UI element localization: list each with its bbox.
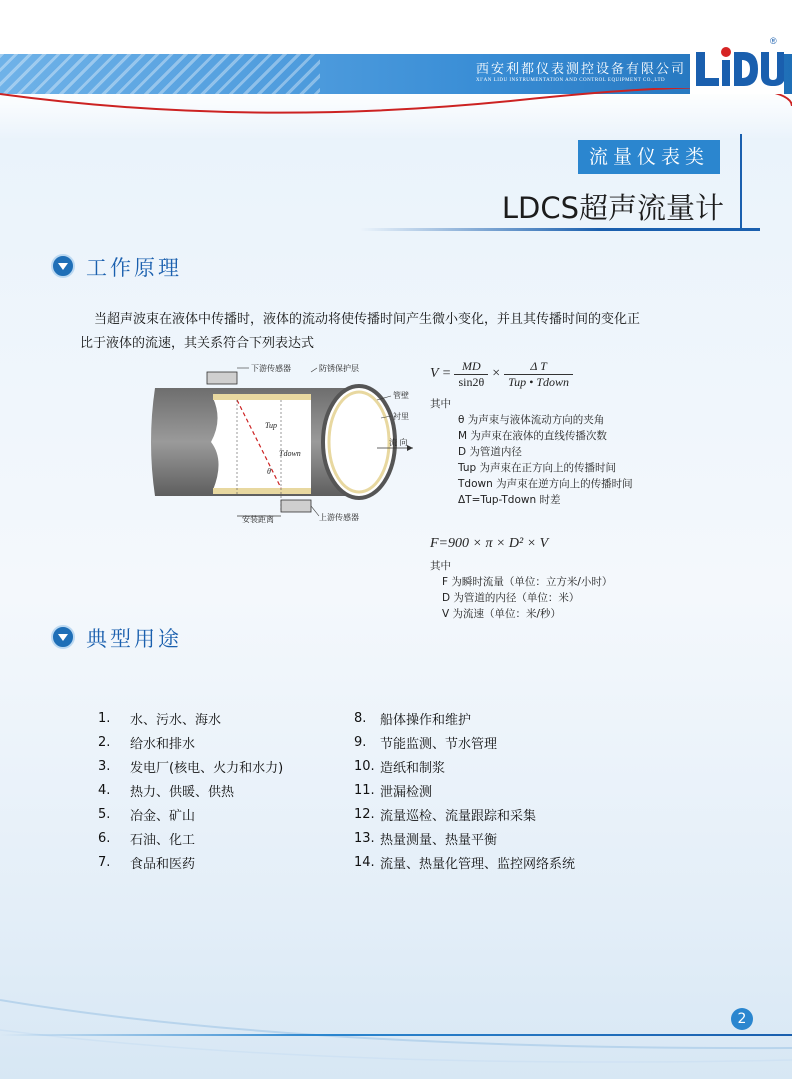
def-item: Tup 为声束在正方向上的传播时间 [458, 462, 616, 474]
label-pipe-wall: 管壁 [393, 391, 409, 400]
page-title: LDCS超声流量计 [501, 191, 724, 225]
list-item: 12. 流量巡检、流量跟踪和采集 [354, 806, 537, 824]
formula-lhs: V [430, 366, 439, 381]
chevron-down-icon [51, 254, 75, 278]
label-downstream-sensor: 下游传感器 [251, 364, 291, 373]
list-item: 3. 发电厂(核电、火力和水力) [98, 758, 284, 776]
list-item: 8. 船体操作和维护 [354, 710, 472, 728]
label-rust-layer: 防锈保护层 [319, 364, 359, 373]
title-accent-line [740, 134, 742, 230]
pipe-diagram [145, 360, 415, 530]
header-curve [0, 88, 792, 128]
title-underline [360, 228, 760, 231]
section-title-applications: 典型用途 [86, 627, 182, 651]
paragraph-line-2: 比于液体的流速，其关系符合下列表达式 [80, 336, 315, 351]
list-item: 7. 食品和医药 [98, 854, 196, 872]
def-item: F 为瞬时流量（单位：立方米/小时） [442, 576, 613, 588]
formula-den1: sin2θ [458, 374, 485, 389]
principle-paragraph [80, 308, 700, 356]
list-item: 4. 热力、供暖、供热 [98, 782, 235, 800]
list-item: 9. 节能监测、节水管理 [354, 734, 498, 752]
def-item: V 为流速（单位：米/秒） [442, 608, 562, 620]
label-theta: θ [267, 467, 271, 476]
label-install-distance: 安装距离 [242, 515, 274, 524]
company-name-en: XI'AN LIDU INSTRUMENTATION AND CONTROL EQUIPMENT CO.,LTD [476, 78, 666, 83]
paragraph-line-1: 当超声波束在液体中传播时，液体的流动将使传播时间产生微小变化，并且其传播时间的变化正 [94, 312, 641, 327]
formula-block [430, 352, 730, 622]
formula-eq: = [442, 366, 451, 381]
formula-times: × [492, 366, 501, 381]
uses-list-left [98, 706, 348, 874]
label-tup: Tup [265, 421, 278, 430]
def-item: Tdown 为声束在逆方向上的传播时间 [458, 478, 633, 490]
chevron-down-icon [51, 625, 75, 649]
company-name-cn: 西安利都仪表测控设备有限公司 [476, 62, 687, 77]
where-label: 其中 [430, 398, 451, 410]
label-flow-direction: 流 向 [389, 438, 408, 447]
def-item: D 为管道的内径（单位：米） [442, 592, 580, 604]
velocity-formula [430, 352, 730, 396]
list-item: 14. 流量、热量化管理、监控网络系统 [354, 854, 576, 872]
label-lining: 衬里 [393, 412, 409, 421]
list-item: 1. 水、污水、海水 [98, 710, 222, 728]
label-upstream-sensor: 上游传感器 [319, 513, 359, 522]
category-badge: 流量仪表类 [578, 140, 720, 174]
where-label: 其中 [430, 560, 451, 572]
list-item: 5. 冶金、矿山 [98, 806, 196, 824]
formula-2-definitions [430, 558, 730, 622]
def-item: θ 为声束与液体流动方向的夹角 [458, 414, 605, 426]
def-item: ΔT=Tup-Tdown 时差 [458, 494, 561, 506]
list-item: 6. 石油、化工 [98, 830, 196, 848]
formula-num1: MD [454, 359, 488, 375]
def-item: M 为声束在液体的直线传播次数 [458, 430, 607, 442]
flow-formula: F=900 × π × D² × V [430, 536, 549, 551]
list-item: 11. 泄漏检测 [354, 782, 433, 800]
page-number: 2 [731, 1008, 753, 1030]
label-tdown: Tdown [279, 449, 301, 458]
def-item: D 为管道内径 [458, 446, 522, 458]
uses-list-right [354, 706, 654, 874]
formula-num2: Δ T [504, 359, 573, 375]
list-item: 13. 热量测量、热量平衡 [354, 830, 498, 848]
formula-den2: Tup • Tdown [508, 374, 570, 389]
formula-1-definitions [430, 396, 730, 508]
list-item: 2. 给水和排水 [98, 734, 196, 752]
registered-mark: ® [770, 36, 777, 46]
footer-line [0, 1034, 792, 1036]
formula-fraction-1 [454, 359, 488, 390]
section-title-principle: 工作原理 [86, 256, 182, 280]
list-item: 10. 造纸和制浆 [354, 758, 446, 776]
formula-fraction-2 [504, 359, 573, 390]
